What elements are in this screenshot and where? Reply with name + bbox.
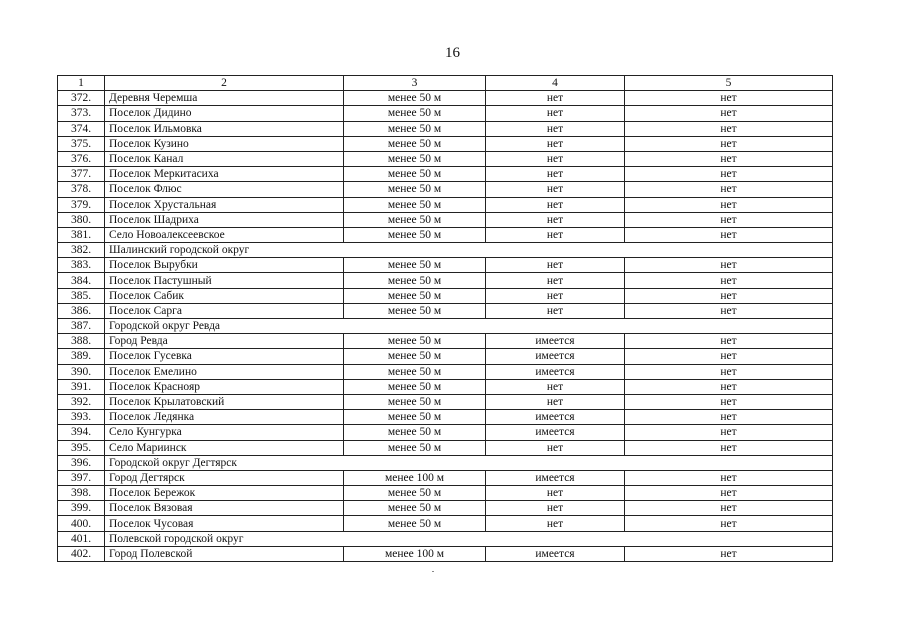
- row-number: 395.: [58, 440, 105, 455]
- row-number: 382.: [58, 243, 105, 258]
- column-4-value: имеется: [486, 334, 625, 349]
- settlement-name: Поселок Вырубки: [105, 258, 344, 273]
- settlement-name: Село Новоалексеевское: [105, 227, 344, 242]
- settlement-name: Поселок Бережок: [105, 486, 344, 501]
- table-row: [58, 425, 833, 440]
- section-title: Шалинский городской округ: [105, 243, 833, 258]
- row-number: 400.: [58, 516, 105, 531]
- column-5-value: нет: [625, 227, 833, 242]
- column-5-value: нет: [625, 151, 833, 166]
- row-number: 397.: [58, 470, 105, 485]
- row-number: 377.: [58, 167, 105, 182]
- column-4-value: имеется: [486, 470, 625, 485]
- header-row: [58, 76, 833, 91]
- row-number: 389.: [58, 349, 105, 364]
- table-row: [58, 212, 833, 227]
- settlement-name: Село Кунгурка: [105, 425, 344, 440]
- section-title: Городской округ Дегтярск: [105, 455, 833, 470]
- column-header-3: 3: [344, 76, 486, 91]
- table-row: [58, 440, 833, 455]
- column-4-value: нет: [486, 516, 625, 531]
- column-5-value: нет: [625, 212, 833, 227]
- settlement-name: Поселок Сарга: [105, 303, 344, 318]
- column-4-value: нет: [486, 121, 625, 136]
- settlement-name: Поселок Емелино: [105, 364, 344, 379]
- column-5-value: нет: [625, 470, 833, 485]
- table-row: [58, 151, 833, 166]
- column-5-value: нет: [625, 334, 833, 349]
- settlements-table: [57, 75, 833, 562]
- row-number: 376.: [58, 151, 105, 166]
- settlement-name: Деревня Черемша: [105, 91, 344, 106]
- column-4-value: имеется: [486, 410, 625, 425]
- row-number: 396.: [58, 455, 105, 470]
- column-5-value: нет: [625, 288, 833, 303]
- distance-value: менее 50 м: [344, 121, 486, 136]
- distance-value: менее 50 м: [344, 303, 486, 318]
- column-header-2: 2: [105, 76, 344, 91]
- table-row: [58, 516, 833, 531]
- distance-value: менее 50 м: [344, 212, 486, 227]
- column-header-4: 4: [486, 76, 625, 91]
- distance-value: менее 50 м: [344, 349, 486, 364]
- column-5-value: нет: [625, 379, 833, 394]
- row-number: 387.: [58, 319, 105, 334]
- table-row: [58, 106, 833, 121]
- table-header: [58, 76, 833, 91]
- distance-value: менее 50 м: [344, 288, 486, 303]
- distance-value: менее 50 м: [344, 182, 486, 197]
- distance-value: менее 50 м: [344, 486, 486, 501]
- row-number: 378.: [58, 182, 105, 197]
- table-row: [58, 227, 833, 242]
- row-number: 380.: [58, 212, 105, 227]
- settlement-name: Поселок Шадриха: [105, 212, 344, 227]
- table-row: [58, 410, 833, 425]
- column-5-value: нет: [625, 106, 833, 121]
- column-5-value: нет: [625, 273, 833, 288]
- column-5-value: нет: [625, 167, 833, 182]
- table-row: [58, 303, 833, 318]
- table-row: [58, 501, 833, 516]
- row-number: 379.: [58, 197, 105, 212]
- column-4-value: нет: [486, 197, 625, 212]
- column-header-1: 1: [58, 76, 105, 91]
- distance-value: менее 50 м: [344, 197, 486, 212]
- column-4-value: нет: [486, 394, 625, 409]
- row-number: 398.: [58, 486, 105, 501]
- column-header-5: 5: [625, 76, 833, 91]
- column-4-value: нет: [486, 303, 625, 318]
- row-number: 401.: [58, 531, 105, 546]
- row-number: 391.: [58, 379, 105, 394]
- column-5-value: нет: [625, 546, 833, 561]
- column-5-value: нет: [625, 121, 833, 136]
- row-number: 374.: [58, 121, 105, 136]
- column-4-value: нет: [486, 288, 625, 303]
- settlement-name: Город Дегтярск: [105, 470, 344, 485]
- column-4-value: нет: [486, 212, 625, 227]
- distance-value: менее 50 м: [344, 334, 486, 349]
- column-4-value: нет: [486, 501, 625, 516]
- column-4-value: имеется: [486, 425, 625, 440]
- settlement-name: Поселок Ильмовка: [105, 121, 344, 136]
- settlement-name: Село Мариинск: [105, 440, 344, 455]
- table-row: [58, 546, 833, 561]
- row-number: 375.: [58, 136, 105, 151]
- table-row: [58, 364, 833, 379]
- section-title: Полевской городской округ: [105, 531, 833, 546]
- table-row: [58, 379, 833, 394]
- column-5-value: нет: [625, 394, 833, 409]
- column-5-value: нет: [625, 197, 833, 212]
- table-row: [58, 470, 833, 485]
- distance-value: менее 50 м: [344, 151, 486, 166]
- settlement-name: Поселок Сабик: [105, 288, 344, 303]
- settlement-name: Поселок Краснояр: [105, 379, 344, 394]
- column-5-value: нет: [625, 501, 833, 516]
- settlement-name: Поселок Меркитасиха: [105, 167, 344, 182]
- table-row: [58, 334, 833, 349]
- row-number: 388.: [58, 334, 105, 349]
- section-row: [58, 455, 833, 470]
- table-row: [58, 273, 833, 288]
- section-title: Городской округ Ревда: [105, 319, 833, 334]
- row-number: 373.: [58, 106, 105, 121]
- table-row: [58, 486, 833, 501]
- section-row: [58, 531, 833, 546]
- scan-artifact: [432, 571, 434, 572]
- table-row: [58, 349, 833, 364]
- column-4-value: нет: [486, 106, 625, 121]
- distance-value: менее 50 м: [344, 440, 486, 455]
- column-4-value: имеется: [486, 546, 625, 561]
- column-5-value: нет: [625, 303, 833, 318]
- distance-value: менее 50 м: [344, 91, 486, 106]
- settlement-name: Поселок Крылатовский: [105, 394, 344, 409]
- table-row: [58, 121, 833, 136]
- row-number: 381.: [58, 227, 105, 242]
- column-4-value: нет: [486, 167, 625, 182]
- column-4-value: имеется: [486, 349, 625, 364]
- table-row: [58, 394, 833, 409]
- distance-value: менее 100 м: [344, 470, 486, 485]
- settlement-name: Город Ревда: [105, 334, 344, 349]
- row-number: 372.: [58, 91, 105, 106]
- row-number: 384.: [58, 273, 105, 288]
- distance-value: менее 50 м: [344, 227, 486, 242]
- column-4-value: имеется: [486, 364, 625, 379]
- table-row: [58, 197, 833, 212]
- settlement-name: Поселок Канал: [105, 151, 344, 166]
- column-4-value: нет: [486, 91, 625, 106]
- distance-value: менее 50 м: [344, 410, 486, 425]
- settlement-name: Поселок Вязовая: [105, 501, 344, 516]
- table-row: [58, 182, 833, 197]
- table-row: [58, 167, 833, 182]
- row-number: 399.: [58, 501, 105, 516]
- column-5-value: нет: [625, 182, 833, 197]
- column-4-value: нет: [486, 273, 625, 288]
- column-4-value: нет: [486, 486, 625, 501]
- section-row: [58, 243, 833, 258]
- settlement-name: Поселок Чусовая: [105, 516, 344, 531]
- row-number: 392.: [58, 394, 105, 409]
- table-row: [58, 288, 833, 303]
- table-row: [58, 91, 833, 106]
- column-5-value: нет: [625, 516, 833, 531]
- column-4-value: нет: [486, 440, 625, 455]
- table-row: [58, 136, 833, 151]
- column-5-value: нет: [625, 486, 833, 501]
- column-5-value: нет: [625, 440, 833, 455]
- column-5-value: нет: [625, 91, 833, 106]
- settlement-name: Поселок Гусевка: [105, 349, 344, 364]
- section-row: [58, 319, 833, 334]
- page-number: 16: [445, 45, 460, 61]
- distance-value: менее 50 м: [344, 106, 486, 121]
- settlement-name: Поселок Ледянка: [105, 410, 344, 425]
- distance-value: менее 50 м: [344, 136, 486, 151]
- row-number: 402.: [58, 546, 105, 561]
- column-5-value: нет: [625, 349, 833, 364]
- distance-value: менее 50 м: [344, 501, 486, 516]
- row-number: 393.: [58, 410, 105, 425]
- settlement-name: Поселок Хрустальная: [105, 197, 344, 212]
- column-4-value: нет: [486, 258, 625, 273]
- distance-value: менее 50 м: [344, 258, 486, 273]
- settlement-name: Поселок Флюс: [105, 182, 344, 197]
- column-4-value: нет: [486, 151, 625, 166]
- distance-value: менее 50 м: [344, 364, 486, 379]
- distance-value: менее 100 м: [344, 546, 486, 561]
- column-5-value: нет: [625, 410, 833, 425]
- table-row: [58, 258, 833, 273]
- row-number: 385.: [58, 288, 105, 303]
- distance-value: менее 50 м: [344, 425, 486, 440]
- column-4-value: нет: [486, 227, 625, 242]
- column-4-value: нет: [486, 379, 625, 394]
- table-body: [58, 91, 833, 562]
- row-number: 390.: [58, 364, 105, 379]
- distance-value: менее 50 м: [344, 273, 486, 288]
- column-4-value: нет: [486, 136, 625, 151]
- row-number: 383.: [58, 258, 105, 273]
- distance-value: менее 50 м: [344, 379, 486, 394]
- distance-value: менее 50 м: [344, 516, 486, 531]
- column-5-value: нет: [625, 425, 833, 440]
- column-4-value: нет: [486, 182, 625, 197]
- distance-value: менее 50 м: [344, 167, 486, 182]
- row-number: 394.: [58, 425, 105, 440]
- settlement-name: Поселок Пастушный: [105, 273, 344, 288]
- settlement-name: Поселок Дидино: [105, 106, 344, 121]
- settlement-name: Город Полевской: [105, 546, 344, 561]
- row-number: 386.: [58, 303, 105, 318]
- settlement-name: Поселок Кузино: [105, 136, 344, 151]
- column-5-value: нет: [625, 136, 833, 151]
- column-5-value: нет: [625, 364, 833, 379]
- column-5-value: нет: [625, 258, 833, 273]
- distance-value: менее 50 м: [344, 394, 486, 409]
